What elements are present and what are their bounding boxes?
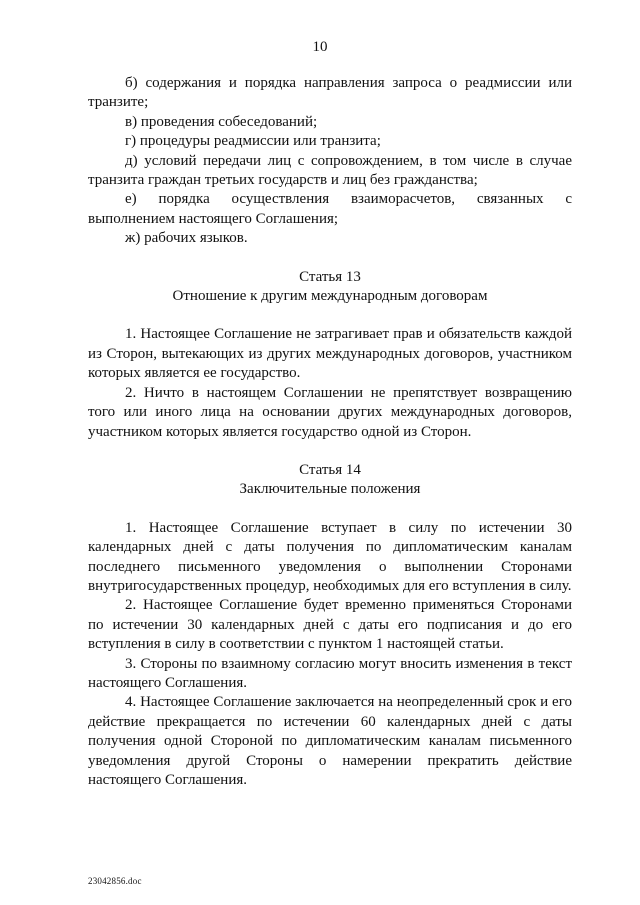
article-14-paragraph: 2. Настоящее Соглашение будет временно применяться Сторонами по истечении 30 календарных дней с даты его подписания и до его вступления в силу в соответствии с пунктом 1 настоящей статьи. (88, 597, 572, 653)
article-14-heading: Статья 14 (299, 461, 361, 478)
list-item: г) процедуры реадмиссии или транзита; (125, 133, 381, 150)
page-number: 10 (312, 39, 328, 55)
article-13-heading: Статья 13 (299, 268, 361, 285)
article-14-paragraph: 3. Стороны по взаимному согласию могут вносить изменения в текст настоящего Соглашения. (88, 655, 572, 691)
list-item: е) порядка осуществления взаиморасчетов, связанных с выполнением настоящего Соглашения; (88, 191, 572, 227)
list-item: д) условий передачи лиц с сопровождением, в том числе в случае транзита граждан третьих государств и лиц без гражданства; (88, 152, 572, 189)
list-item: в) проведения собеседований; (125, 113, 318, 130)
article-13-title: Отношение к другим международным договорам (172, 288, 488, 305)
article-14-paragraph: 1. Настоящее Соглашение вступает в силу по истечении 30 календарных дней с даты получения по дипломатическим каналам последнего письменного уведомления о выполнении Сторонами внутригосударственных процедур, необходимых для его вступления в силу. (88, 519, 572, 594)
article-14-paragraph: 4. Настоящее Соглашение заключается на неопределенный срок и его действие прекращается по истечении 60 календарных дней с даты получения одной Стороной по дипломатическим каналам письменного уведомления другой Стороны о намерении прекратить действие настоящего Соглашения. (88, 694, 572, 788)
footer-filename: 23042856.doc (88, 876, 142, 886)
article-13-paragraph: 1. Настоящее Соглашение не затрагивает прав и обязательств каждой из Сторон, вытекающих из других международных договоров, участником которых является ее государство. (88, 326, 572, 382)
document-body (88, 74, 572, 790)
article-14-title: Заключительные положения (239, 481, 421, 498)
list-item: ж) рабочих языков. (125, 230, 248, 247)
list-item: б) содержания и порядка направления запроса о реадмиссии или транзите; (88, 75, 572, 111)
article-13-paragraph: 2. Ничто в настоящем Соглашении не препятствует возвращению того или иного лица на основании других международных договоров, участником которых является государство одной из Сторон. (88, 384, 572, 440)
